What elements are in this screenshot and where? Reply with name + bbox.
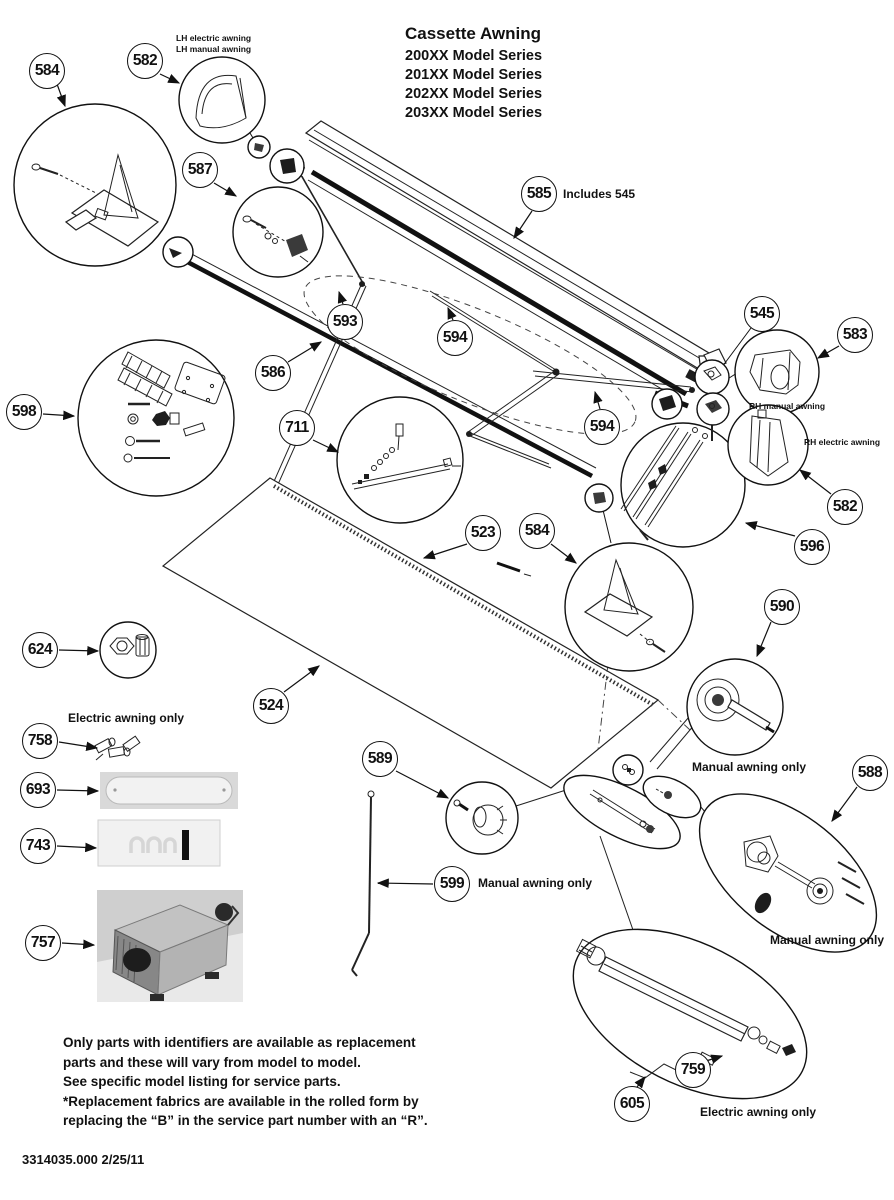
detail-624-nuts xyxy=(100,622,156,678)
detail-584-lh-foot xyxy=(14,104,176,266)
photo-743-plate xyxy=(98,820,220,866)
callout-599: 599 xyxy=(434,866,470,902)
callout-758: 758 xyxy=(22,723,58,759)
detail-tube-end-lock xyxy=(652,389,682,419)
callout-596: 596 xyxy=(794,529,830,565)
note-line-4: *Replacement fabrics are available in the rolled form by xyxy=(63,1093,419,1109)
lh-manual-label: LH manual awning xyxy=(176,44,252,54)
callout-590: 590 xyxy=(764,589,800,625)
connector xyxy=(658,700,690,730)
callout-524: 524 xyxy=(253,688,289,724)
callout-598: 598 xyxy=(6,394,42,430)
callout-582-lh-cover: 582 xyxy=(127,43,163,79)
manual-only-588-label: Manual awning only xyxy=(770,933,885,947)
note-line-1: Only parts with identifiers are available as replacement xyxy=(63,1035,416,1050)
detail-596-arm xyxy=(621,423,745,547)
detail-711 xyxy=(337,397,463,523)
callout-589: 589 xyxy=(362,741,398,777)
callout-693: 693 xyxy=(20,772,56,808)
lh-electric-label: LH electric awning xyxy=(176,33,252,43)
wire-connectors-758 xyxy=(95,736,140,760)
callout-594-right: 594 xyxy=(584,409,620,445)
callout-711: 711 xyxy=(279,410,315,446)
model-series-1: 200XX Model Series xyxy=(405,48,543,64)
cassette-tube-585 xyxy=(290,121,726,406)
model-series-4: 203XX Model Series xyxy=(405,105,543,121)
callout-584-lh-foot: 584 xyxy=(29,53,65,89)
model-series-3: 202XX Model Series xyxy=(405,86,543,102)
detail-582-rh-electric xyxy=(728,405,808,485)
callout-605: 605 xyxy=(614,1086,650,1122)
photo-693-plate xyxy=(100,772,238,809)
callout-583: 583 xyxy=(837,317,873,353)
callout-743: 743 xyxy=(20,828,56,864)
model-series-2: 201XX Model Series xyxy=(405,67,543,83)
note-line-5: replacing the “B” in the service part number with an “R”. xyxy=(63,1113,428,1129)
electric-only-left-label: Electric awning only xyxy=(68,711,185,725)
detail-598-hardware xyxy=(78,340,234,496)
manual-only-599-label: Manual awning only xyxy=(478,876,593,890)
lh-awning-note xyxy=(176,33,251,55)
title-block xyxy=(405,24,542,123)
callout-585: 585 xyxy=(521,176,557,212)
callout-587: 587 xyxy=(182,152,218,188)
callout-584-rh-foot: 584 xyxy=(519,513,555,549)
document-number: 3314035.000 2/25/11 xyxy=(22,1152,145,1167)
detail-545-parts xyxy=(695,360,729,425)
callout-757: 757 xyxy=(25,925,61,961)
callout-582-rh-cover: 582 xyxy=(827,489,863,525)
crank-rod-599 xyxy=(352,791,374,976)
electric-only-605-label: Electric awning only xyxy=(700,1105,817,1119)
callout-759: 759 xyxy=(675,1052,711,1088)
callout-545: 545 xyxy=(744,296,780,332)
callout-523: 523 xyxy=(465,515,501,551)
callout-593: 593 xyxy=(327,304,363,340)
callout-588: 588 xyxy=(852,755,888,791)
detail-589-knob xyxy=(446,782,518,854)
detail-587 xyxy=(233,187,323,277)
callout-594-mid: 594 xyxy=(437,320,473,356)
shaft-parts-cluster xyxy=(554,755,708,863)
callout-586: 586 xyxy=(255,355,291,391)
note-line-2: parts and these will vary from model to model. xyxy=(63,1054,361,1070)
page-title: Cassette Awning xyxy=(405,24,542,43)
note-line-3: See specific model listing for service parts. xyxy=(63,1074,341,1090)
replacement-notes xyxy=(63,1033,428,1131)
rh-manual-label: RH manual awning xyxy=(749,401,826,411)
includes-545-label: Includes 545 xyxy=(563,187,636,201)
detail-590-roller-end xyxy=(687,659,783,755)
rh-electric-label: RH electric awning xyxy=(804,437,881,447)
photo-757-power-supply xyxy=(97,890,243,1002)
callout-624: 624 xyxy=(22,632,58,668)
manual-only-590-label: Manual awning only xyxy=(692,760,807,774)
